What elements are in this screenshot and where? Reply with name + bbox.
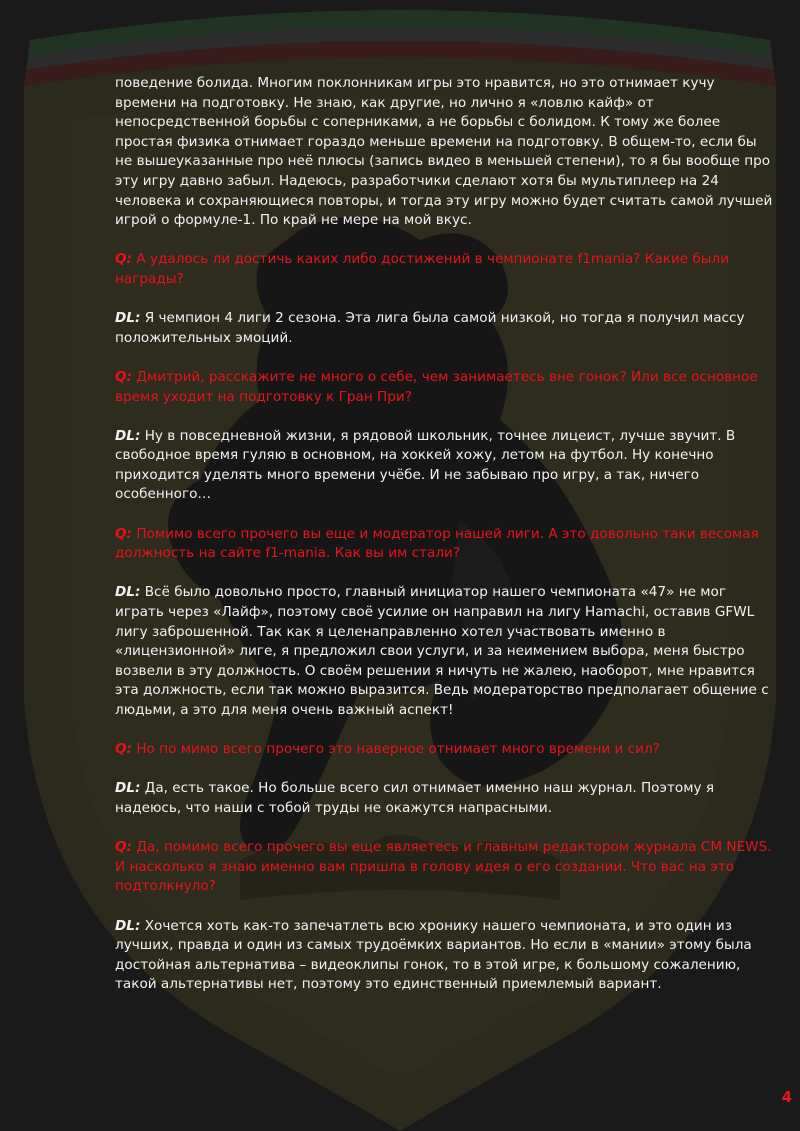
question <box>115 838 775 897</box>
answer-label: DL: <box>115 584 141 601</box>
answer <box>115 309 775 348</box>
answer-label: DL: <box>115 427 141 444</box>
answer-label: DL: <box>115 780 141 797</box>
answer-text: Всё было довольно просто, главный инициатор нашего чемпионата «47» не мог играть через «Лайф», поэтому своё усилие он направил на лигу Hamachi, оставив GFWL лигу заброшенной. Так как я целенаправленно хотел участвовать именно в «лицензионной» лиге, я предложил свои услуги, и за неимением выбора, меня быстро возвели в эту должность. О своём решении я ничуть не жалею, наоборот, мне нравится эта должность, если так можно выразится. Ведь модераторство предполагает общение с людьми, а это для меня очень важный аспект! <box>115 584 769 718</box>
answer-label: DL: <box>115 917 141 934</box>
answer <box>115 583 775 720</box>
question-label: Q: <box>115 525 132 542</box>
article-body <box>115 74 775 1015</box>
question-text: Но по мимо всего прочего это наверное отнимает много времени и сил? <box>132 741 660 758</box>
answer-text: Да, есть такое. Но больше всего сил отнимает именно наш журнал. Поэтому я надеюсь, что наши с тобой труды не окажутся напрасными. <box>115 780 714 816</box>
answer-text: Ну в повседневной жизни, я рядовой школьник, точнее лицеист, лучше звучит. В свободное время гуляю в основном, на хоккей хожу, летом на футбол. Ну конечно приходится уделять много времени учёбе. И не забываю про игру, а так, ничего особенного… <box>115 427 736 503</box>
answer-label: DL: <box>115 310 141 327</box>
question-text: Да, помимо всего прочего вы еще являетесь и главным редактором журнала CM NEWS. И насколько я знаю именно вам пришла в голову идея о его создании. Что вас на это подтолкнуло? <box>115 839 772 895</box>
question-text: А удалось ли достичь каких либо достижений в чемпионате f1mania? Какие были награды? <box>115 251 730 287</box>
question-text: Дмитрий, расскажите не много о себе, чем занимаетесь вне гонок? Или все основное время уходит на подготовку к Гран При? <box>115 368 758 405</box>
question-label: Q: <box>115 251 132 268</box>
answer <box>115 779 775 818</box>
page-number: 4 <box>781 1088 792 1106</box>
answer-text: Хочется хоть как-то запечатлеть всю хронику нашего чемпионата, и это один из лучших, правда и один из самых трудоёмких вариантов. Но если в «мании» этому была достойная альтернатива – видеоклипы гонок, то в этой игре, к большому сожалению, такой альтернативы нет, поэтому это единственный приемлемый вариант. <box>115 917 752 993</box>
intro-paragraph: поведение болида. Многим поклонникам игры это нравится, но это отнимает кучу времени на подготовку. Не знаю, как другие, но лично я «ловлю кайф» от непосредственной борьбы с соперниками, а не борьбы с болидом. К тому же более простая физика отнимает гораздо меньше времени на подготовку. В общем-то, если бы не вышеуказанные про неё плюсы (запись видео в меньшей степени), то я бы вообще про эту игру давно забыл. Надеюсь, разработчики сделают хотя бы мультиплеер на 24 человека и сохраняющиеся повторы, и тогда эту игру можно будет считать самой лучшей игрой о формуле-1. По край не мере на мой вкус. <box>115 75 773 229</box>
question-text: Помимо всего прочего вы еще и модератор нашей лиги. А это довольно таки весомая должность на сайте f1-mania. Как вы им стали? <box>115 525 759 562</box>
question-label: Q: <box>115 839 132 856</box>
question <box>115 525 775 564</box>
question-label: Q: <box>115 368 132 385</box>
question <box>115 368 775 407</box>
answer-text: Я чемпион 4 лиги 2 сезона. Эта лига была самой низкой, но тогда я получил массу положительных эмоций. <box>115 310 745 346</box>
answer <box>115 917 775 995</box>
question-label: Q: <box>115 741 132 758</box>
question <box>115 250 775 289</box>
answer <box>115 427 775 505</box>
question <box>115 740 775 760</box>
